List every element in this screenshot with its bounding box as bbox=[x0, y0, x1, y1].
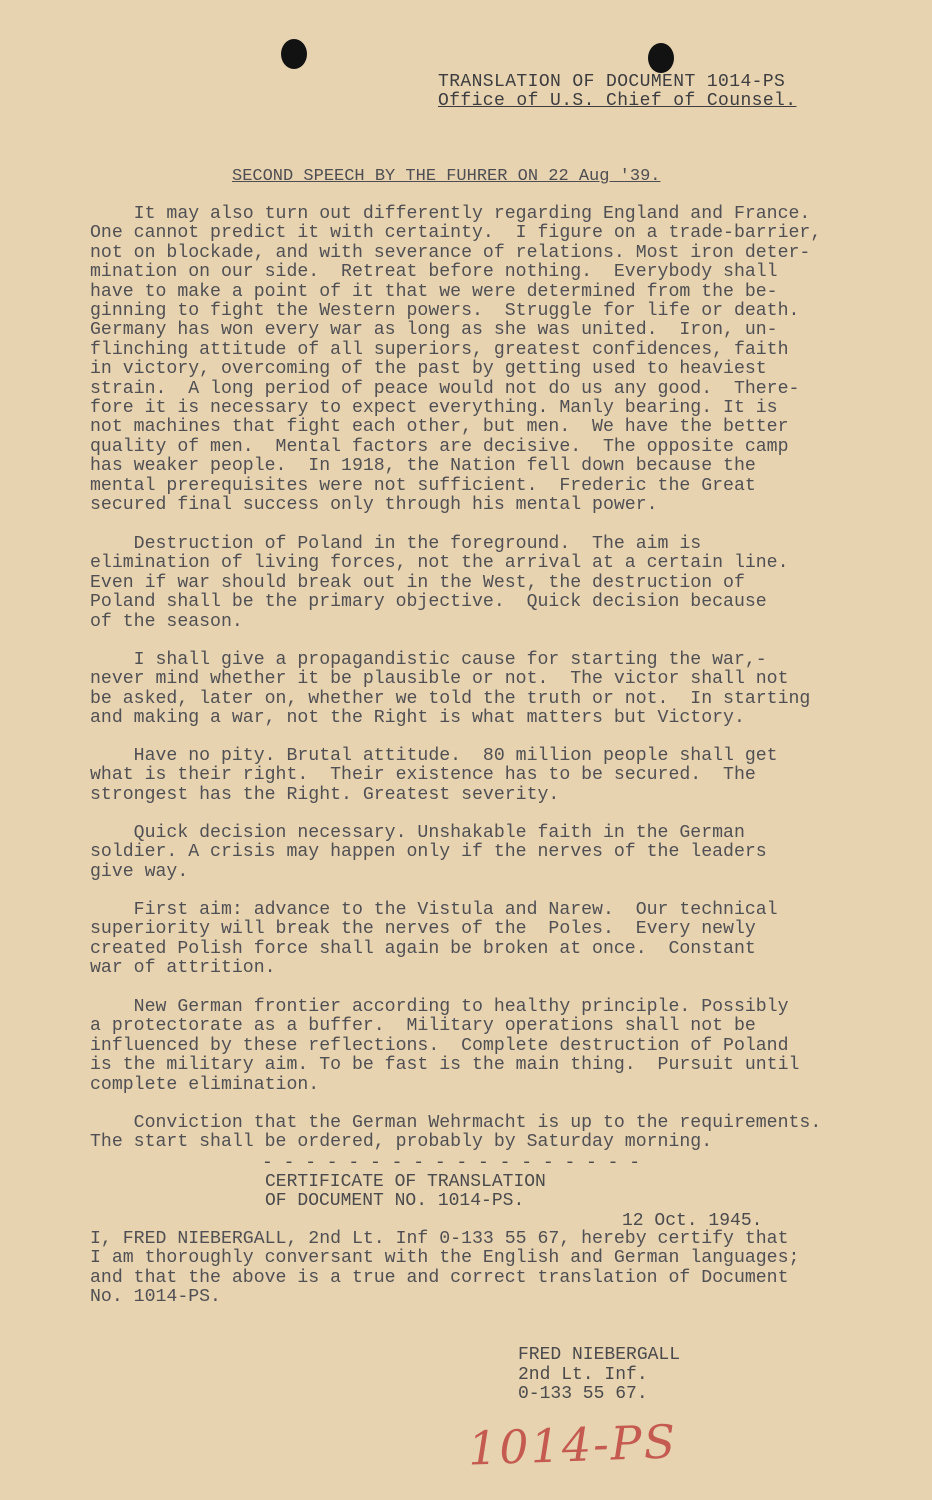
document-header-office: Office of U.S. Chief of Counsel. bbox=[438, 91, 797, 111]
certificate-date: 12 Oct. 1945. bbox=[622, 1211, 763, 1231]
text-line: mination on our side. Retreat before nothing. Everybody shall bbox=[90, 262, 778, 283]
punch-hole bbox=[281, 39, 307, 69]
text-line: in victory, overcoming of the past by getting used to heaviest bbox=[90, 359, 767, 380]
text-line: flinching attitude of all superiors, greatest confidences, faith bbox=[90, 339, 789, 360]
paragraph-7 bbox=[90, 998, 880, 1095]
text-line: influenced by these reflections. Complete destruction of Poland bbox=[90, 1035, 789, 1056]
text-line: created Polish force shall again be broken at once. Constant bbox=[90, 938, 756, 959]
text-line: and making a war, not the Right is what matters but Victory. bbox=[90, 708, 745, 729]
text-line: elimination of living forces, not the arrival at a certain line. bbox=[90, 553, 789, 574]
text-line: is the military aim. To be fast is the main thing. Pursuit until bbox=[90, 1055, 800, 1076]
certificate-subheading: OF DOCUMENT NO. 1014-PS. bbox=[265, 1191, 525, 1211]
text-line: never mind whether it be plausible or not. The victor shall not bbox=[90, 669, 789, 690]
signatory-serial: 0-133 55 67. bbox=[518, 1384, 648, 1404]
text-line: strongest has the Right. Greatest severity. bbox=[90, 784, 560, 805]
text-line: secured final success only through his mental power. bbox=[90, 495, 658, 516]
signatory-rank: 2nd Lt. Inf. bbox=[518, 1365, 648, 1385]
text-line: I, FRED NIEBERGALL, 2nd Lt. Inf 0-133 55 67, hereby certify that bbox=[90, 1229, 789, 1249]
text-line: not machines that fight each other, but men. We have the better bbox=[90, 417, 789, 438]
text-line: ginning to fight the Western powers. Struggle for life or death. bbox=[90, 301, 800, 322]
text-line: I am thoroughly conversant with the English and German languages; bbox=[90, 1248, 800, 1269]
text-line: New German frontier according to healthy principle. Possibly bbox=[90, 997, 789, 1017]
text-line: superiority will break the nerves of the Poles. Every newly bbox=[90, 919, 756, 940]
text-line: Quick decision necessary. Unshakable faith in the German bbox=[90, 823, 745, 843]
paragraph-5 bbox=[90, 824, 880, 882]
text-line: It may also turn out differently regarding England and France. bbox=[90, 204, 811, 224]
text-line: complete elimination. bbox=[90, 1074, 320, 1095]
text-line: First aim: advance to the Vistula and Narew. Our technical bbox=[90, 900, 778, 920]
text-line: war of attrition. bbox=[90, 958, 276, 979]
certificate-body bbox=[90, 1230, 880, 1308]
text-line: mental prerequisites were not sufficient. Frederic the Great bbox=[90, 475, 756, 496]
text-line: of the season. bbox=[90, 611, 243, 632]
document-title: SECOND SPEECH BY THE FUHRER ON 22 Aug '39. bbox=[232, 167, 661, 186]
text-line: fore it is necessary to expect everything. Manly bearing. It is bbox=[90, 398, 778, 419]
text-line: I shall give a propagandistic cause for starting the war,- bbox=[90, 650, 767, 670]
certificate-heading: CERTIFICATE OF TRANSLATION bbox=[265, 1172, 546, 1192]
paragraph-4 bbox=[90, 747, 880, 805]
paragraph-2 bbox=[90, 535, 880, 632]
paragraph-8 bbox=[90, 1114, 880, 1153]
paragraph-6 bbox=[90, 901, 880, 979]
paragraph-1 bbox=[90, 205, 880, 516]
text-line: not on blockade, and with severance of relations. Most iron deter- bbox=[90, 242, 811, 263]
text-line: give way. bbox=[90, 861, 189, 882]
text-line: No. 1014-PS. bbox=[90, 1287, 221, 1308]
punch-hole bbox=[648, 43, 674, 73]
text-line: has weaker people. In 1918, the Nation fell down because the bbox=[90, 456, 756, 477]
text-line: Destruction of Poland in the foreground. The aim is bbox=[90, 534, 702, 554]
text-line: quality of men. Mental factors are decisive. The opposite camp bbox=[90, 436, 789, 457]
text-line: The start shall be ordered, probably by Saturday morning. bbox=[90, 1132, 713, 1153]
text-line: a protectorate as a buffer. Military operations shall not be bbox=[90, 1016, 756, 1037]
text-line: soldier. A crisis may happen only if the nerves of the leaders bbox=[90, 842, 767, 863]
text-line: One cannot predict it with certainty. I figure on a trade-barrier, bbox=[90, 223, 822, 244]
document-header-reference: TRANSLATION OF DOCUMENT 1014-PS bbox=[438, 72, 786, 92]
text-line: what is their right. Their existence has to be secured. The bbox=[90, 765, 756, 786]
handwritten-document-number: 1014-PS bbox=[467, 1414, 678, 1476]
text-line: strain. A long period of peace would not do us any good. There- bbox=[90, 378, 800, 399]
signatory-name: FRED NIEBERGALL bbox=[518, 1345, 681, 1365]
text-line: Germany has won every war as long as she was united. Iron, un- bbox=[90, 320, 778, 341]
text-line: Poland shall be the primary objective. Quick decision because bbox=[90, 592, 767, 613]
text-line: Even if war should break out in the West, the destruction of bbox=[90, 572, 745, 593]
text-line: Have no pity. Brutal attitude. 80 million people shall get bbox=[90, 746, 778, 766]
text-line: have to make a point of it that we were determined from the be- bbox=[90, 281, 778, 302]
paragraph-3 bbox=[90, 651, 880, 729]
separator-line: - - - - - - - - - - - - - - - - - - bbox=[262, 1153, 641, 1173]
text-line: be asked, later on, whether we told the truth or not. In starting bbox=[90, 688, 811, 709]
text-line: and that the above is a true and correct translation of Document bbox=[90, 1267, 789, 1288]
text-line: Conviction that the German Wehrmacht is up to the requirements. bbox=[90, 1113, 822, 1133]
